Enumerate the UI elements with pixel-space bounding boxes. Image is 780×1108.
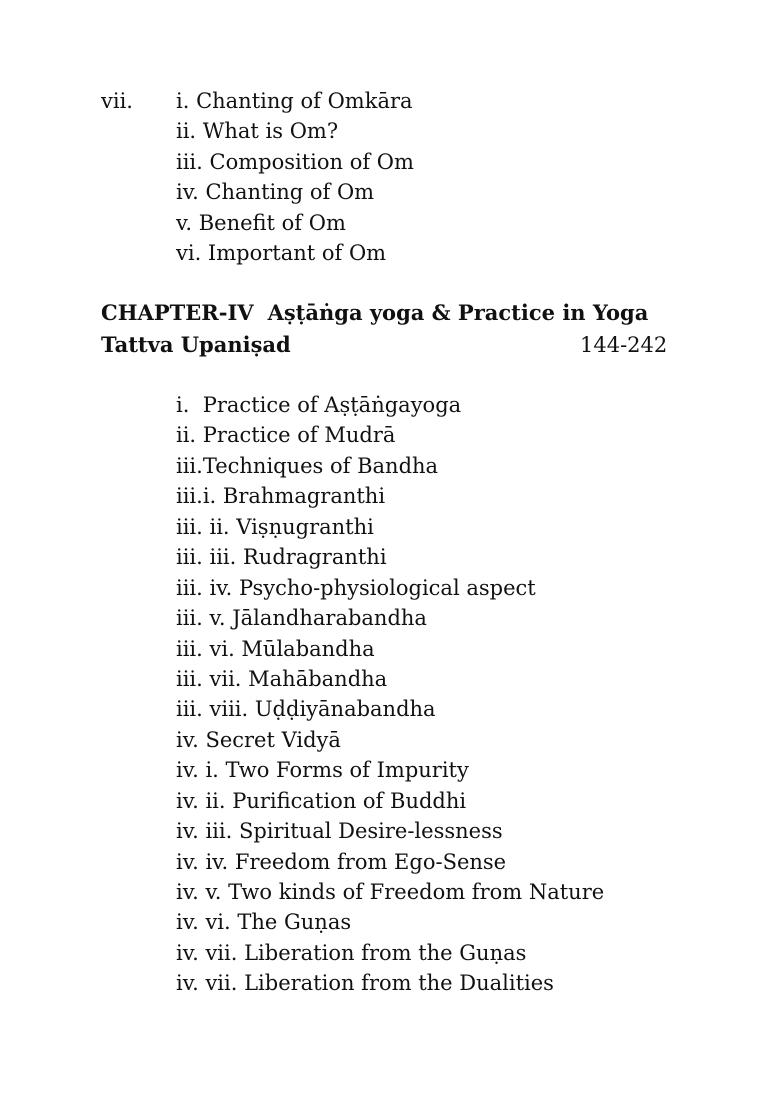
section-number: vii. bbox=[101, 89, 133, 113]
toc-entry: iii. iii. Rudragranthi bbox=[176, 545, 387, 570]
toc-entry: iv. i. Two Forms of Impurity bbox=[176, 758, 469, 783]
toc-entry: vi. Important of Om bbox=[176, 240, 387, 265]
chapter-heading bbox=[101, 297, 648, 329]
toc-entry: ii. Practice of Mudrā bbox=[176, 423, 396, 448]
toc-entry: iii. Composition of Om bbox=[176, 149, 414, 174]
toc-entry: v. Benefit of Om bbox=[176, 210, 346, 235]
toc-entry: iv. iii. Spiritual Desire-lessness bbox=[176, 819, 503, 844]
toc-entry: iv. v. Two kinds of Freedom from Nature bbox=[176, 880, 605, 904]
toc-entry: iii.i. Brahmagranthi bbox=[176, 484, 386, 509]
toc-entry: ii. What is Om? bbox=[176, 119, 339, 144]
toc-entry: iv. ii. Purification of Buddhi bbox=[176, 788, 467, 813]
toc-entry: iv. vii. Liberation from the Guṇas bbox=[176, 940, 527, 965]
toc-entry: iv. vi. The Guṇas bbox=[176, 910, 352, 935]
toc-entry: iii. vi. Mūlabandha bbox=[176, 636, 375, 661]
toc-entry: iii. vii. Mahābandha bbox=[176, 666, 388, 691]
chapter-page-range: 144-242 bbox=[580, 333, 668, 357]
top-item-list bbox=[176, 86, 414, 268]
chapter-label: CHAPTER-IV bbox=[101, 300, 254, 325]
toc-entry: iv. vii. Liberation from the Dualities bbox=[176, 971, 554, 996]
toc-entry: iii.Techniques of Bandha bbox=[176, 453, 439, 478]
chapter-title-line2: Tattva Upaniṣad bbox=[101, 332, 291, 357]
bottom-item-list bbox=[176, 390, 604, 999]
toc-entry: iii. iv. Psycho-physiological aspect bbox=[176, 575, 536, 600]
toc-entry: iv. Chanting of Om bbox=[176, 180, 375, 205]
toc-entry: iv. Secret Vidyā bbox=[176, 727, 341, 752]
toc-entry: i. Chanting of Omkāra bbox=[176, 89, 413, 113]
toc-entry: iv. iv. Freedom from Ego-Sense bbox=[176, 849, 507, 874]
toc-entry: i. Practice of Aṣṭāṅgayoga bbox=[176, 393, 462, 417]
toc-entry: iii. v. Jālandharabandha bbox=[176, 606, 427, 631]
chapter-title-line1: Aṣṭāṅga yoga & Practice in Yoga bbox=[267, 300, 649, 325]
toc-entry: iii. viii. Uḍḍiyānabandha bbox=[176, 697, 436, 722]
toc-entry: iii. ii. Viṣṇugranthi bbox=[176, 514, 374, 539]
